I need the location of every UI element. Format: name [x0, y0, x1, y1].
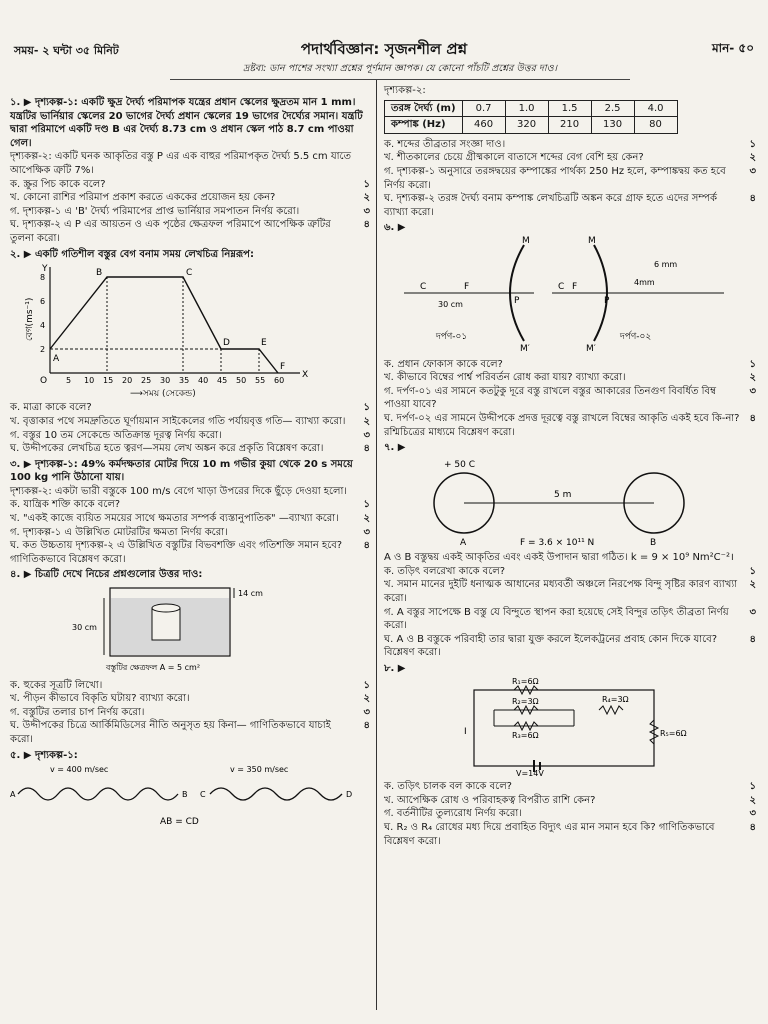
q4-sub-ka: ক. হুকের সূত্রটি লিখো। ১ [10, 679, 370, 691]
r4-label: R₄=3Ω [602, 694, 629, 704]
table-cell: 0.7 [462, 100, 505, 117]
table-cell: 1.0 [505, 100, 548, 117]
r5-label: R₅=6Ω [660, 728, 687, 738]
q6-sub-ka: ক. প্রধান ফোকাস কাকে বলে? ১ [384, 358, 756, 370]
q4-stem: ৪. ▶ চিত্রটি দেখে নিচের প্রশ্নগুলোর উত্তর দাও: [10, 569, 203, 581]
mirror2-distance-6mm: 6 mm [654, 259, 678, 269]
table-cell: 320 [505, 117, 548, 134]
label-a: A [460, 537, 467, 547]
area-caption: বস্তুটির ক্ষেত্রফল A = 5 cm² [106, 663, 201, 673]
current-label: I [464, 726, 467, 737]
q4-subquestions [10, 679, 370, 747]
paper-header [14, 38, 754, 62]
q5-sub-gha: ঘ. দৃশ্যকল্প-২ তরঙ্গ দৈর্ঘ্য বনাম কম্পাঙ্ক লেখচিত্রটি অঙ্কন করে গ্রাফ হতে এদের সম্পর্ক ব্যাখ্যা করো। ৪ [384, 193, 756, 218]
q7-stem: ৭. ▶ [384, 442, 406, 454]
wavelength-frequency-table [384, 100, 678, 134]
q5-sub-kha: খ. শীতকালের চেয়ে গ্রীষ্মকালে বাতাসে শব্দের বেগ বেশি হয় কেন? ২ [384, 152, 756, 164]
q4-sub-ga: গ. বস্তুটির তলার চাপ নির্ণয় করো। ৩ [10, 706, 370, 718]
question-3 [10, 458, 370, 567]
circuit-figure [384, 676, 754, 776]
origin-label: O [40, 376, 48, 387]
q3-sub-ka: ক. যান্ত্রিক শক্তি কাকে বলে? ১ [10, 499, 370, 511]
point-d: D [223, 338, 230, 349]
q6-subquestions [384, 358, 756, 440]
force-label: F = 3.6 × 10¹¹ N [520, 537, 595, 547]
q8-sub-ga: গ. বর্তনীটির তুল্যরোধ নির্ণয় করো। ৩ [384, 808, 756, 820]
r1-label: R₁=6Ω [512, 676, 539, 686]
q7-sub-ka: ক. তড়িৎ বলরেখা কাকে বলে? ১ [384, 565, 756, 577]
q2-sub-kha: খ. বৃত্তাকার পথে সমদ্রুতিতে ঘূর্ণায়মান সাইকেলের গতি পর্যায়বৃত্ত গতি— ব্যাখ্যা করো। ২ [10, 415, 370, 427]
q2-subquestions [10, 401, 370, 455]
q5-stem-2: দৃশ্যকল্প-২: [384, 85, 426, 96]
mirror-1-caption: দর্পণ-০১ [436, 331, 468, 342]
depth-label: 14 cm [238, 589, 263, 599]
q5-subquestions [384, 138, 756, 220]
y-tick: 8 [40, 273, 46, 283]
column-divider [376, 80, 377, 1010]
r2-label: R₂=3Ω [512, 696, 539, 706]
q1-stem-2: দৃশ্যকল্প-২: একটি ঘনক আকৃতির বস্তু P এর এক বাহুর পরিমাপকৃত দৈর্ঘ্য 5.5 cm যাতে আপেক্ষিক ত্রুটি 7%। [10, 151, 352, 176]
y-tick: 6 [40, 297, 46, 307]
question-7 [384, 441, 756, 660]
q2-sub-ka: ক. মাত্রা কাকে বলে? ১ [10, 402, 370, 414]
q4-sub-kha: খ. পীড়ন কীভাবে বিকৃতি ঘটায়? ব্যাখ্যা করো। ২ [10, 693, 370, 705]
point-a: A [10, 790, 16, 800]
mirror1-f: F [464, 281, 470, 292]
charge-label: + 50 C [444, 459, 475, 470]
q8-sub-gha: ঘ. R₂ ও R₄ রোধের মধ্য দিয়ে প্রবাহিত বিদ্যুৎ এর মান সমান হবে কি? গাণিতিকভাবে বিশ্লেষণ করো। ৪ [384, 822, 756, 847]
point-c: C [200, 790, 206, 800]
q8-subquestions [384, 780, 756, 848]
q3-sub-kha: খ. "একই কাজে ব্যয়িত সময়ের সাথে ক্ষমতার সম্পর্ক ব্যস্তানুপাতিক" —ব্যাখ্যা করো। ২ [10, 513, 370, 525]
q1-sub-kha: খ. কোনো রাশির পরিমাপ প্রকাশ করতে এককের প্রয়োজন হয় কেন? ২ [10, 192, 370, 204]
instruction-note: দ্রষ্টব্য: ডান পাশের সংখ্যা প্রশ্নের পূর্ণমান জ্ঞাপক। যে কোনো পাঁচটি প্রশ্নের উত্তর দাও। [170, 62, 630, 80]
liquid-container-figure [10, 582, 310, 674]
wave-2 [210, 788, 342, 800]
x-tick: 50 [236, 376, 247, 386]
x-axis-letter: X [302, 370, 309, 381]
mirror2-m: M [588, 235, 596, 246]
table-cell: 1.5 [548, 100, 591, 117]
cylinder-top [152, 604, 180, 612]
charged-spheres-figure [384, 455, 754, 547]
question-5-stem [10, 749, 370, 833]
x-tick: 15 [103, 376, 114, 386]
row-label-wavelength: তরঙ্গ দৈর্ঘ্য (m) [385, 100, 463, 117]
label-b: B [650, 537, 657, 547]
q4-sub-gha: ঘ. উদ্দীপকের চিত্রে আর্কিমিডিসের নীতি অনুসৃত হয় কিনা— গাণিতিকভাবে যাচাই করো। ৪ [10, 720, 370, 745]
q5-stem: ৫. ▶ দৃশ্যকল্প-১: [10, 749, 78, 761]
point-b: B [96, 268, 103, 279]
q7-sub-gha: ঘ. A ও B বস্তুকে পরিবাহী তার দ্বারা যুক্ত করলে ইলেকট্রনের প্রবাহ কোন দিকে যাবে? বিশ্লেষণ করো। ৪ [384, 633, 756, 659]
table-row [385, 100, 678, 117]
table-cell: 2.5 [591, 100, 634, 117]
question-8 [384, 662, 756, 848]
question-4 [10, 568, 370, 746]
total-marks: মান- ৫০ [711, 41, 754, 55]
r4-resistor [599, 706, 623, 714]
point-a: A [53, 354, 60, 365]
q7-text: A ও B বস্তুদ্বয় একই আকৃতির এবং একই উপাদান দ্বারা গঠিত। k = 9 × 10⁹ Nm²C⁻²। [384, 552, 734, 564]
x-tick: 60 [274, 376, 285, 386]
mirror-figure [384, 235, 754, 353]
q6-stem: ৬. ▶ [384, 222, 406, 234]
q7-sub-ga: গ. A বস্তুর সাপেক্ষে B বস্তু যে বিন্দুতে স্থাপন করা হয়েছে সেই বিন্দুর তড়িৎ তীব্রতা নির্ণয় করো। ৩ [384, 606, 756, 632]
point-f: F [280, 362, 286, 373]
y-axis-label: বেগ(ms⁻¹) [25, 297, 35, 342]
table-cell: 4.0 [634, 100, 677, 117]
mirror2-m-prime: M′ [586, 343, 596, 353]
q7-sub-kha: খ. সমান মানের দুইটি ধনাত্মক আধানের মধ্যবর্তী অঞ্চলে নিরপেক্ষ বিন্দু সৃষ্টির কারণ ব্যাখ্যা করো। ২ [384, 579, 756, 605]
voltage-label: V=14V [516, 768, 544, 776]
x-tick: 35 [179, 376, 190, 386]
y-tick: 4 [40, 321, 46, 331]
q3-subquestions [10, 498, 370, 566]
q1-sub-ga: গ. দৃশ্যকল্প-১ এ 'B' দৈর্ঘ্য পরিমাপের প্রাপ্ত ভার্নিয়ার সমপাতন নির্ণয় করো। ৩ [10, 205, 370, 217]
x-axis-label: ⟶সময় (সেকেন্ড) [130, 388, 196, 399]
x-tick: 30 [160, 376, 171, 386]
question-6 [384, 221, 756, 439]
q5-sub-ga: গ. দৃশ্যকল্প-১ অনুসারে তরঙ্গদ্বয়ের কম্পাঙ্কের পার্থক্য 250 Hz হলে, কম্পাঙ্কদ্বয় কত হবে নির্ণয় করো। ৩ [384, 165, 756, 191]
mirror2-f: F [572, 281, 578, 292]
mirror1-m: M [522, 235, 530, 246]
q6-sub-kha: খ. কীভাবে বিম্বের পার্শ্ব পরিবর্তন রোধ করা যায়? ব্যাখ্যা করো। ২ [384, 372, 756, 384]
left-column [10, 96, 370, 835]
q3-sub-gha: ঘ. কত উচ্চতায় দৃশ্যকল্প-২ এ উল্লিখিত বস্তুটির বিভবশক্তি এবং গতিশক্তি সমান হবে? গাণিতিকভাবে বিশ্লেষণ করো। ৪ [10, 540, 370, 565]
ab-equals-cd: AB = CD [160, 817, 199, 828]
y-tick: 2 [40, 345, 46, 355]
y-axis-letter: Y [42, 264, 48, 275]
q3-stem-2: দৃশ্যকল্প-২: একটা ভারী বস্তুকে 100 m/s বেগে খাড়া উপরের দিকে ছুঁড়ে দেওয়া হলো। [10, 485, 347, 497]
q6-sub-ga: গ. দর্পণ-০১ এর সামনে কতটুকু দূরে বস্তু রাখলে বস্তুর আকারের তিনগুণ বিবর্ধিত বিম্ব পাওয়া যাবে? ৩ [384, 385, 756, 411]
table-cell: 460 [462, 117, 505, 134]
mirror1-m-prime: M′ [520, 343, 530, 353]
wave-figure [10, 762, 360, 828]
wave-1 [18, 788, 178, 800]
x-tick: 40 [198, 376, 209, 386]
q8-stem: ৮. ▶ [384, 663, 406, 675]
x-tick: 45 [217, 376, 228, 386]
q1-subquestions [10, 178, 370, 246]
graph-ticks [40, 273, 284, 385]
q2-stem: ২. ▶ একটি গতিশীল বস্তুর বেগ বনাম সময় লেখচিত্র নিম্নরূপ: [10, 248, 254, 260]
mirror1-distance: 30 cm [438, 299, 463, 309]
mirror2-c: C [558, 281, 565, 292]
table-cell: 210 [548, 117, 591, 134]
q1-stem-1: ১. ▶ দৃশ্যকল্প-১: একটি ক্ষুদ্র দৈর্ঘ্য পরিমাপক যন্ত্রের প্রধান স্কেলের ক্ষুদ্রতম মান 1 mm। যন্ত্রটির ভার্নিয়ার স্কেলের 20 ভাগের দৈর্ঘ্য প্রধান স্কেলের 19 ভাগের দৈর্ঘ্যের সমান। যন্ত্রটি দ্বারা পরিমাপে একটি দণ্ড B এর দৈর্ঘ্য 8.73 cm ও প্রধান স্কেল পাঠ 8.7 cm পাওয়া গেল। [10, 97, 363, 149]
point-c: C [186, 268, 193, 279]
q2-sub-ga: গ. বস্তুর 10 তম সেকেন্ডে অতিক্রান্ত দূরত্ব নির্ণয় করো। ৩ [10, 429, 370, 441]
right-column [384, 84, 756, 850]
point-b: B [182, 790, 188, 800]
q1-sub-gha: ঘ. দৃশ্যকল্প-২ এ P এর আয়তন ও এক পৃষ্ঠের ক্ষেত্রফল পরিমাপে আপেক্ষিক ত্রুটির তুলনা করো। ৪ [10, 219, 370, 244]
wave-2-speed: v = 350 m/sec [230, 765, 289, 775]
q6-sub-gha: ঘ. দর্পণ-০২ এর সামনে উদ্দীপকে প্রদত্ত দূরত্বে বস্তু রাখলে বিম্বের আকৃতি একই হবে কি-না? রশ্মিচিত্রের মাধ্যমে বিশ্লেষণ করো। ৪ [384, 412, 756, 438]
table-cell: 80 [634, 117, 677, 134]
question-5 [384, 84, 756, 219]
mirror2-distance-4mm: 4mm [634, 277, 655, 287]
exam-time: সময়- ২ ঘন্টা ৩৫ মিনিট [14, 44, 119, 57]
paper-title: পদার্থবিজ্ঞান: সৃজনশীল প্রশ্ন [300, 40, 468, 58]
x-tick: 25 [141, 376, 152, 386]
height-label: 30 cm [72, 623, 97, 633]
point-d: D [346, 790, 353, 800]
q3-stem-1: ৩. ▶ দৃশ্যকল্প-১: 49% কর্মদক্ষতার মোটর দিয়ে 10 m গভীর কুয়া থেকে 20 s সময়ে 100 kg পানি উঠানো যায়। [10, 458, 353, 484]
distance-label: 5 m [554, 489, 572, 500]
q7-subquestions [384, 565, 756, 660]
x-tick: 10 [84, 376, 95, 386]
question-2 [10, 248, 370, 456]
q1-sub-ka: ক. স্ক্রুর পিচ কাকে বলে? ১ [10, 178, 370, 190]
mirror2-p: P [604, 295, 610, 306]
mirror-2-caption: দর্পণ-০২ [620, 331, 652, 342]
q8-sub-kha: খ. আপেক্ষিক রোধ ও পরিবাহকত্ব বিপরীত রাশি কেন? ২ [384, 794, 756, 806]
q5-sub-ka: ক. শব্দের তীব্রতার সংজ্ঞা দাও। ১ [384, 138, 756, 150]
r3-label: R₃=6Ω [512, 730, 539, 740]
wave-1-speed: v = 400 m/sec [50, 765, 109, 775]
question-1 [10, 96, 370, 246]
q3-sub-ga: গ. দৃশ্যকল্প-১ এ উল্লিখিত মোটরটির ক্ষমতা নির্ণয় করো। ৩ [10, 526, 370, 538]
table-row [385, 117, 678, 134]
table-cell: 130 [591, 117, 634, 134]
x-tick: 5 [66, 376, 72, 386]
velocity-time-graph [10, 261, 310, 387]
x-tick: 20 [122, 376, 133, 386]
q8-sub-ka: ক. তড়িৎ চালক বল কাকে বলে? ১ [384, 781, 756, 793]
mirror1-p: P [514, 295, 520, 306]
cylinder-object [152, 608, 180, 640]
velocity-curve [50, 277, 278, 373]
row-label-frequency: কম্পাঙ্ক (Hz) [385, 117, 463, 134]
q2-sub-gha: ঘ. উদ্দীপকের লেখচিত্র হতে ত্বরণ—সময় লেখ অঙ্কন করে প্রকৃতি বিশ্লেষণ করো। ৪ [10, 443, 370, 455]
x-tick: 55 [255, 376, 266, 386]
point-e: E [261, 338, 267, 349]
mirror1-c: C [420, 281, 427, 292]
